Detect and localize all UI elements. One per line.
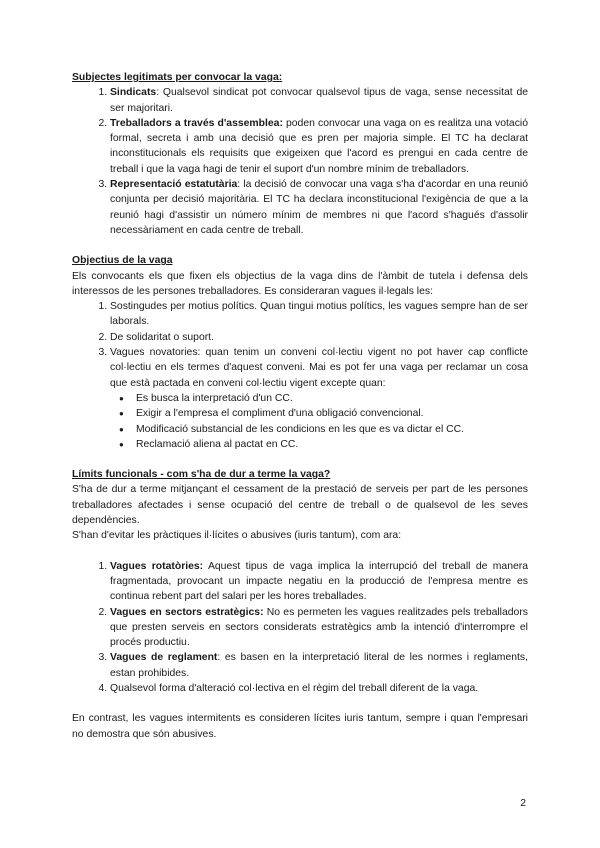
item-term: Vagues rotatòries: — [110, 560, 204, 572]
item-text: : la decisió de convocar una vaga s'ha d'acordar en una reunió conjunta per decisió majoritària. El TC ha declara inconstitucional l'exigència de que a la reunió hagi d'assistir un número mínim de membres ni que l'acord s'hagués d'assolir necessàriament en cada centre de treball. — [110, 179, 528, 236]
limits-closing: En contrast, les vagues intermitents es consideren lícites iuris tantum, sempre i quan l'empresari no demostra que són abusives. — [72, 713, 528, 740]
list-item — [110, 177, 528, 238]
list-item — [110, 605, 528, 651]
bullet-item: ● Exigir a l'empresa el compliment d'una obligació convencional. — [136, 406, 528, 421]
item-term: Treballadors a través d'assemblea: — [110, 117, 283, 129]
item-text: poden convocar una vaga on es realitza una votació formal, secreta i amb una decisió que es pren per majoria simple. El TC ha declarat inconstitucionals els requisits que exigeixen que l'acord es prengui en cada centre de treball i que la vaga hagi de tenir el suport d'un nombre mínim de treballadors. — [110, 117, 528, 175]
limits-intro: S'ha de dur a terme mitjançant el cessament de la prestació de serveis per part de les persones treballadores afectades i sense ocupació del centre de treball o de qualsevol de les seves dependències. — [72, 484, 528, 527]
bullet-item: ● Modificació substancial de les condicions en les que es va dictar el CC. — [136, 422, 528, 437]
item-text: Qualsevol forma d'alteració col·lectiva en el règim del treball diferent de la vaga. — [110, 682, 479, 694]
list-item — [110, 650, 528, 681]
item-term: Vagues en sectors estratègics: — [110, 606, 264, 618]
objectives-intro: Els convocants els que fixen els objectius de la vaga dins de l'àmbit de tutela i defensa dels interessos de les persones treballadores. Es consideraran vagues il·legals les: — [72, 270, 528, 297]
page-number: 2 — [520, 798, 526, 809]
item-term: Representació estatutària — [110, 179, 238, 191]
legitimation-list — [72, 85, 528, 238]
item-term: Vagues de reglament — [110, 652, 218, 664]
list-item — [110, 559, 528, 605]
limits-intro2: S'han d'evitar les pràctiques il·lícites o abusives (iuris tantum), com ara: — [72, 530, 402, 542]
item-text: No es permeten les vagues realitzades pels treballadors que presten serveis en sectors considerats estratègics amb la intenció d'interrompre el procés productiu. — [110, 606, 528, 649]
item-text: : es basen en la interpretació literal de les normes i reglaments, estan prohibides. — [110, 652, 528, 679]
limits-list — [72, 559, 528, 697]
legitimation-heading: Subjectes legitimats per convocar la vaga: — [72, 72, 283, 83]
item-text: Aquest tipus de vaga implica la interrupció del treball de manera fragmentada, provocant un impacte negatiu en la producció de l'empresa mentre es continua rebent part del salari per les hores treballades. — [110, 560, 528, 603]
list-item — [110, 345, 528, 391]
item-text: Vagues novatories: quan tenim un conveni col·lectiu vigent no pot haver cap conflicte col·lectiu en els termes d'aquest conveni. Mai es pot fer una vaga per reclamar un cosa que està pactada en conveni col·lectiu vigent excepte quan: — [110, 347, 528, 389]
list-item — [110, 116, 528, 177]
list-item: 2. De solidaritat o suport. — [110, 330, 528, 345]
document-page — [72, 70, 528, 742]
objectives-list — [72, 299, 528, 391]
bullet-item: ● Es busca la interpretació d'un CC. — [136, 391, 528, 406]
objectives-bullets — [72, 391, 528, 452]
bullet-item: ● Reclamació aliena al pactat en CC. — [136, 437, 528, 452]
limits-heading: Límits funcionals - com s'ha de dur a terme la vaga? — [72, 469, 331, 481]
item-text: : Qualsevol sindicat pot convocar qualsevol tipus de vaga, sense necessitat de ser majoritari. — [110, 87, 528, 114]
objectives-heading: Objectius de la vaga — [72, 255, 173, 267]
item-term: Sindicats — [110, 87, 157, 99]
list-item — [110, 85, 528, 116]
list-item: 1. Sostingudes per motius polítics. Quan tingui motius polítics, les vagues sempre han de ser laborals. — [110, 299, 528, 330]
list-item — [110, 681, 528, 696]
